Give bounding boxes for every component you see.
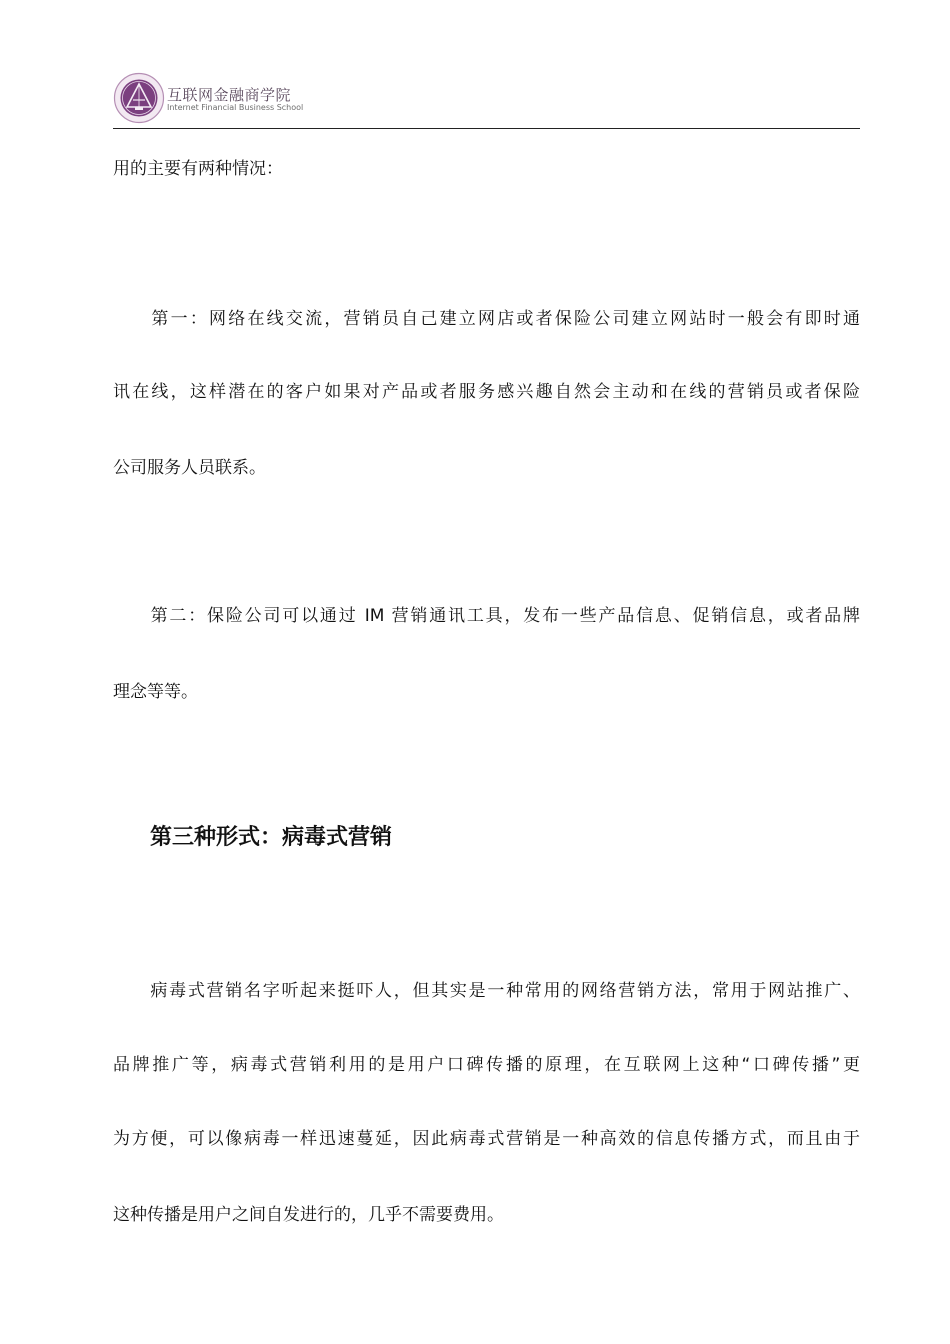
paragraph-1-line-3: 公司服务人员联系。: [113, 458, 266, 478]
page-header: [113, 70, 860, 130]
paragraph-3-line-3: 为方便，可以像病毒一样迅速蔓延，因此病毒式营销是一种高效的信息传播方式，而且由于: [113, 1129, 860, 1149]
school-logo-icon: [113, 72, 165, 124]
brand-name-en: Internet Financial Business School: [167, 103, 304, 112]
paragraph-3-line-4: 这种传播是用户之间自发进行的，几乎不需要费用。: [113, 1205, 504, 1225]
paragraph-2-line-2: 理念等等。: [113, 682, 198, 702]
paragraph-1-line-1: 第一：网络在线交流，营销员自己建立网店或者保险公司建立网站时一般会有即时通: [113, 309, 860, 329]
paragraph-2-line-1: 第二：保险公司可以通过 IM 营销通讯工具，发布一些产品信息、促销信息，或者品牌: [113, 606, 860, 626]
intro-line: 用的主要有两种情况：: [113, 159, 283, 179]
paragraph-3-line-1: 病毒式营销名字听起来挺吓人，但其实是一种常用的网络营销方法，常用于网站推广、: [113, 981, 860, 1001]
paragraph-1-line-2: 讯在线，这样潜在的客户如果对产品或者服务感兴趣自然会主动和在线的营销员或者保险: [113, 382, 860, 402]
brand-name-cn: 互联网金融商学院: [167, 86, 292, 104]
section-heading: 第三种形式：病毒式营销: [150, 825, 393, 850]
header-divider: [113, 128, 860, 129]
paragraph-3-line-2: 品牌推广等，病毒式营销利用的是用户口碑传播的原理，在互联网上这种“口碑传播”更: [113, 1055, 860, 1075]
